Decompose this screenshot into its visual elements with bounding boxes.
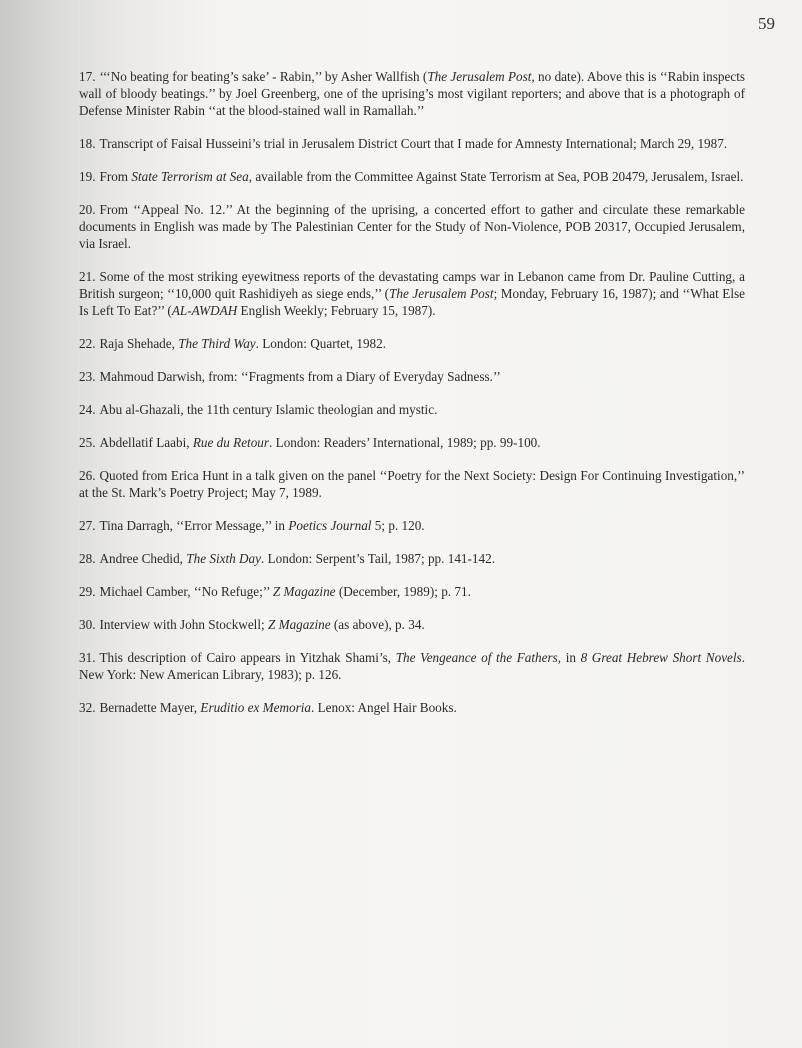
endnote-title-italic: Poetics Journal	[288, 518, 372, 533]
endnote-text: Abu al-Ghazali, the 11th century Islamic theologian and mystic.	[99, 402, 438, 417]
endnote-number: 21.	[79, 269, 96, 284]
endnote-number: 29.	[79, 584, 96, 599]
endnote	[79, 649, 745, 683]
endnote-text: From	[99, 169, 132, 184]
endnote	[79, 268, 745, 319]
endnote-text: Abdellatif Laabi,	[99, 435, 193, 450]
endnote-number: 24.	[79, 402, 96, 417]
endnote-text: From ‘‘Appeal No. 12.’’ At the beginning of the uprising, a concerted effort to gather and circulate these remarkable documents in English was made by The Palestinian Center for the Study of Non-Violence, POB 20317, Occupied Jerusalem, via Israel.	[79, 202, 745, 251]
endnote-text: . New York: New American Library, 1983); p. 126.	[79, 650, 745, 682]
endnote-number: 17.	[79, 69, 96, 84]
endnote-number: 30.	[79, 617, 96, 632]
endnote-text: This description of Cairo appears in Yitzhak Shami’s,	[99, 650, 396, 665]
endnote	[79, 201, 745, 252]
endnote-text: 5; p. 120.	[371, 518, 425, 533]
endnote-text: . London: Readers’ International, 1989; pp. 99-100.	[269, 435, 541, 450]
endnote-text: English Weekly; February 15, 1987).	[237, 303, 436, 318]
endnote-text: Mahmoud Darwish, from: ‘‘Fragments from a Diary of Everyday Sadness.’’	[99, 369, 501, 384]
endnote-title-italic: The Vengeance of the Fathers	[395, 650, 558, 665]
endnote	[79, 517, 745, 534]
endnote-text: , in	[557, 650, 581, 665]
endnotes-list	[79, 68, 745, 732]
endnote	[79, 335, 745, 352]
endnote-text: Some of the most striking eyewitness reports of the devastating camps war in Lebanon came from Dr. Pauline Cutting, a British surgeon; ‘‘10,000 quit Rashidiyeh as siege ends,’’ (	[79, 269, 745, 301]
endnote-text: . London: Quartet, 1982.	[255, 336, 387, 351]
endnote	[79, 368, 745, 385]
endnote-title-italic: The Sixth Day	[186, 551, 261, 566]
endnote-text: . London: Serpent’s Tail, 1987; pp. 141-142.	[261, 551, 495, 566]
endnote-number: 18.	[79, 136, 96, 151]
endnote-text: Tina Darragh, ‘‘Error Message,’’ in	[99, 518, 289, 533]
endnote-title-italic: The Jerusalem Post	[427, 69, 532, 84]
endnote-number: 23.	[79, 369, 96, 384]
endnote	[79, 467, 745, 501]
endnote-text: , available from the Committee Against State Terrorism at Sea, POB 20479, Jerusalem, Israel.	[248, 169, 744, 184]
endnote-text: , no date). Above this is ‘‘Rabin inspects wall of bloody beatings.’’ by Joel Greenberg, one of the uprising’s most vigilant reporters; and above that is a photograph of Defense Minister Rabin ‘‘at the blood-stained wall in Ramallah.’’	[79, 69, 745, 118]
endnote-text: . Lenox: Angel Hair Books.	[311, 700, 457, 715]
endnote-title-italic: The Jerusalem Post	[389, 286, 494, 301]
endnote-text: Michael Camber, ‘‘No Refuge;’’	[99, 584, 273, 599]
endnote	[79, 168, 745, 185]
endnote	[79, 550, 745, 567]
endnote-number: 26.	[79, 468, 96, 483]
endnote-title-italic: 8 Great Hebrew Short Novels	[580, 650, 742, 665]
endnote-number: 25.	[79, 435, 96, 450]
endnote-number: 22.	[79, 336, 96, 351]
endnote-text: Quoted from Erica Hunt in a talk given on the panel ‘‘Poetry for the Next Society: Design For Continuing Investigation,’’ at the St. Mark’s Poetry Project; May 7, 1989.	[79, 468, 745, 500]
endnote-title-italic: Z Magazine	[267, 617, 331, 632]
endnote-title-italic: The Third Way	[178, 336, 256, 351]
endnote-number: 20.	[79, 202, 96, 217]
endnote	[79, 68, 745, 119]
endnote-title-italic: Z Magazine	[272, 584, 336, 599]
endnote-title-italic: State Terrorism at Sea	[131, 169, 249, 184]
endnote-title-italic: Rue du Retour	[192, 435, 270, 450]
endnote-text: ; Monday, February 16, 1987); and ‘‘What Else Is Left To Eat?’’ (	[79, 286, 745, 318]
endnote-text: Andree Chedid,	[99, 551, 187, 566]
endnote-number: 19.	[79, 169, 96, 184]
endnote	[79, 135, 745, 152]
endnote-text: Raja Shehade,	[99, 336, 179, 351]
endnote	[79, 434, 745, 451]
endnote-text: (as above), p. 34.	[330, 617, 425, 632]
page-number: 59	[758, 14, 775, 33]
endnote-text: ‘‘‘No beating for beating’s sake’ - Rabin,’’ by Asher Wallfish (	[99, 69, 428, 84]
endnote-text: Transcript of Faisal Husseini’s trial in Jerusalem District Court that I made for Amnesty International; March 29, 1987.	[99, 136, 728, 151]
endnote-number: 27.	[79, 518, 96, 533]
endnote	[79, 401, 745, 418]
endnote-title-italic: Eruditio ex Memoria	[200, 700, 311, 715]
endnote	[79, 699, 745, 716]
endnote-text: (December, 1989); p. 71.	[335, 584, 471, 599]
endnote-number: 32.	[79, 700, 96, 715]
endnote-text: Interview with John Stockwell;	[99, 617, 268, 632]
endnote	[79, 616, 745, 633]
endnote-title-italic: AL-AWDAH	[171, 303, 238, 318]
endnote-text: Bernadette Mayer,	[99, 700, 201, 715]
endnote	[79, 583, 745, 600]
endnote-number: 31.	[79, 650, 96, 665]
endnote-number: 28.	[79, 551, 96, 566]
